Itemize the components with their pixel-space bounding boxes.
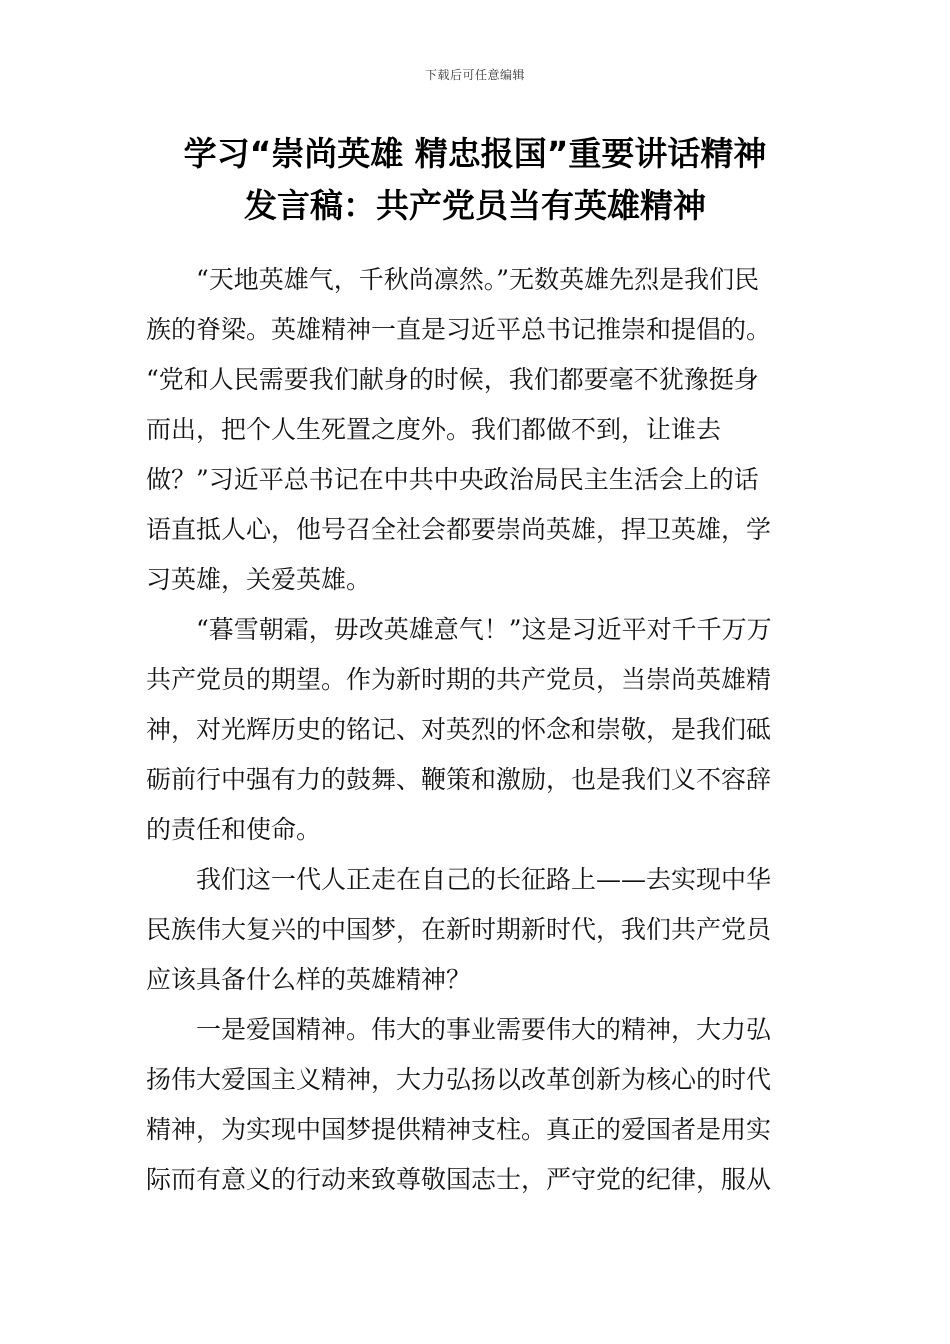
text-line: 共产党员的期望。作为新时期的共产党员，当崇尚英雄精 — [146, 665, 772, 694]
text-line: 精神，为实现中国梦提供精神支柱。真正的爱国者是用实 — [146, 1115, 772, 1144]
text-line: 语直抵人心，他号召全社会都要崇尚英雄，捍卫英雄，学 — [146, 515, 772, 544]
title-line: 学习“崇尚英雄 精忠报国”重要讲话精神 — [183, 134, 767, 173]
paragraph — [146, 605, 796, 855]
header-note: 下载后可任意编辑 — [424, 68, 525, 82]
paragraph — [146, 1005, 796, 1205]
paragraph — [146, 255, 796, 605]
text-line: “暮雪朝霜，毋改英雄意气！”这是习近平对千千万万 — [196, 615, 772, 644]
title-line: 发言稿：共产党员当有英雄精神 — [244, 186, 706, 225]
text-line: “天地英雄气，千秋尚凛然。”无数英雄先烈是我们民 — [196, 265, 760, 294]
paragraph — [146, 855, 796, 1005]
text-line: “党和人民需要我们献身的时候，我们都要毫不犹豫挺身 — [146, 365, 759, 394]
text-line: 的责任和使命。 — [146, 815, 322, 844]
document-body — [146, 255, 796, 1205]
text-line: 族的脊梁。英雄精神一直是习近平总书记推崇和提倡的。 — [146, 315, 772, 344]
text-line: 砺前行中强有力的鼓舞、鞭策和激励，也是我们义不容辞 — [146, 765, 772, 794]
text-line: 应该具备什么样的英雄精神？ — [146, 965, 472, 994]
text-line: 一是爱国精神。伟大的事业需要伟大的精神，大力弘 — [196, 1015, 772, 1044]
text-line: 做？”习近平总书记在中共中央政治局民主生活会上的话 — [146, 465, 759, 494]
text-line: 习英雄，关爱英雄。 — [146, 565, 372, 594]
text-line: 我们这一代人正走在自己的长征路上——去实现中华 — [196, 865, 772, 894]
text-line: 神，对光辉历史的铭记、对英烈的怀念和崇敬，是我们砥 — [146, 715, 772, 744]
text-line: 际而有意义的行动来致尊敬国志士，严守党的纪律，服从 — [146, 1165, 772, 1194]
document-title — [120, 128, 830, 232]
text-line: 民族伟大复兴的中国梦，在新时期新时代，我们共产党员 — [146, 915, 772, 944]
text-line: 而出，把个人生死置之度外。我们都做不到，让谁去 — [146, 415, 722, 444]
text-line: 扬伟大爱国主义精神，大力弘扬以改革创新为核心的时代 — [146, 1065, 772, 1094]
